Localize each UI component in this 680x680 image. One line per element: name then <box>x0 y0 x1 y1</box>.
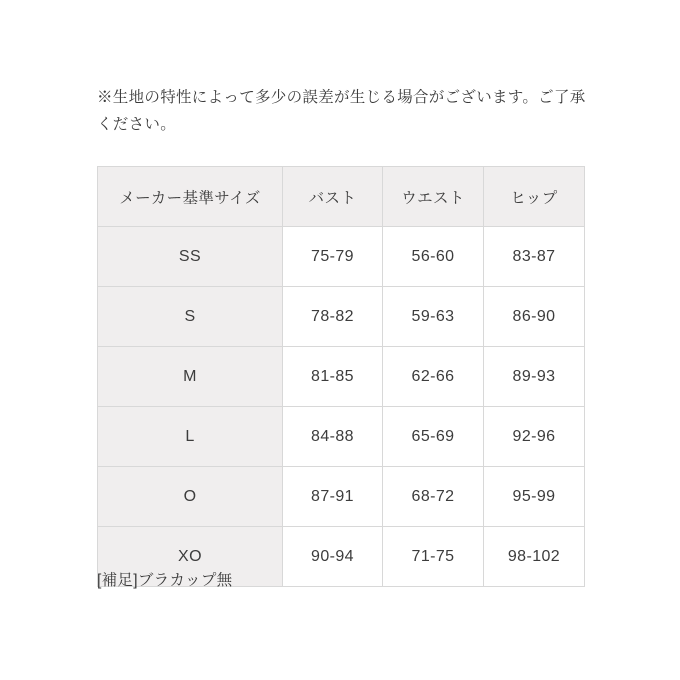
cell-waist: 71-75 <box>383 527 484 587</box>
cell-bust: 84-88 <box>283 407 383 467</box>
cell-bust: 75-79 <box>283 227 383 287</box>
column-header-hip: ヒップ <box>484 167 585 227</box>
cell-size: SS <box>98 227 283 287</box>
cell-waist: 68-72 <box>383 467 484 527</box>
cell-bust: 87-91 <box>283 467 383 527</box>
cell-waist: 59-63 <box>383 287 484 347</box>
cell-hip: 89-93 <box>484 347 585 407</box>
column-header-bust: バスト <box>283 167 383 227</box>
cell-bust: 81-85 <box>283 347 383 407</box>
cell-size: M <box>98 347 283 407</box>
table-row <box>98 347 585 407</box>
cell-bust: 90-94 <box>283 527 383 587</box>
cell-waist: 62-66 <box>383 347 484 407</box>
table-row <box>98 467 585 527</box>
cell-hip: 83-87 <box>484 227 585 287</box>
column-header-size: メーカー基準サイズ <box>98 167 283 227</box>
table-body <box>98 227 585 587</box>
cell-hip: 95-99 <box>484 467 585 527</box>
cell-size: L <box>98 407 283 467</box>
cell-bust: 78-82 <box>283 287 383 347</box>
size-chart-table <box>97 166 585 587</box>
cell-size: S <box>98 287 283 347</box>
cell-size: XO <box>98 527 283 587</box>
footnote-text: [補足]ブラカップ無 <box>97 572 233 589</box>
cell-waist: 56-60 <box>383 227 484 287</box>
cell-size: O <box>98 467 283 527</box>
cell-hip: 98-102 <box>484 527 585 587</box>
column-header-waist: ウエスト <box>383 167 484 227</box>
table-header <box>98 167 585 227</box>
table-row <box>98 287 585 347</box>
table-row <box>98 407 585 467</box>
table-header-row <box>98 167 585 227</box>
cell-hip: 86-90 <box>484 287 585 347</box>
table-row <box>98 227 585 287</box>
cell-waist: 65-69 <box>383 407 484 467</box>
disclaimer-text: ※生地の特性によって多少の誤差が生じる場合がございます。ご了承ください。 <box>97 89 586 134</box>
cell-hip: 92-96 <box>484 407 585 467</box>
